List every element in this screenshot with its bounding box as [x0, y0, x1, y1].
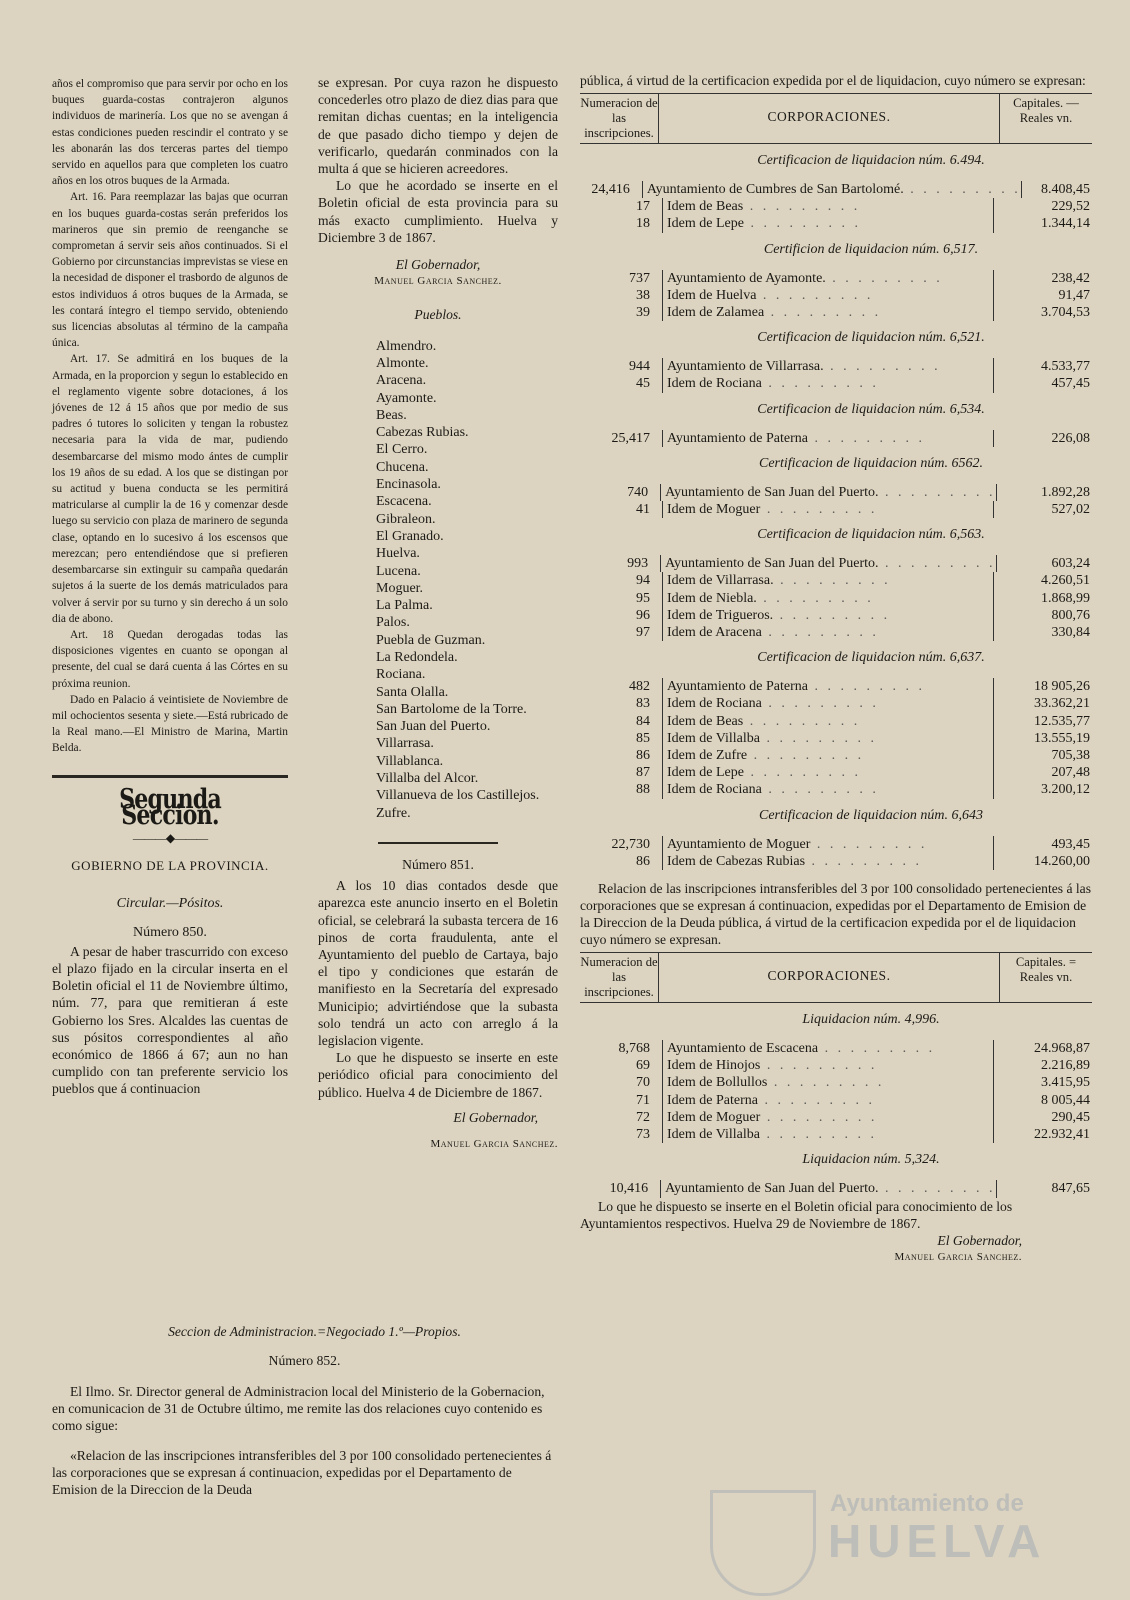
inscription-number: 97	[580, 624, 663, 641]
capital-value: 847,65	[996, 1180, 1092, 1197]
pueblo-item: Almendro.	[376, 338, 437, 354]
inscription-number: 740	[580, 484, 661, 501]
inscription-number: 96	[580, 607, 663, 624]
article-18: Art. 18 Quedan derogadas todas las disposiciones vigentes en cuanto se opongan al presente, del cual se dará cuenta á las Córtes en su próxima reunion.	[52, 628, 288, 690]
header-cap: Capitales. = Reales vn.	[999, 953, 1092, 1002]
header-num: Numeracion de las inscripciones.	[580, 953, 659, 1002]
inscription-number: 944	[580, 358, 663, 375]
inscription-number: 86	[580, 747, 663, 764]
corporation-name: Idem de Bollullos . . . . . . . . .	[667, 1075, 885, 1091]
table-row	[580, 287, 1092, 304]
corporation-name: Idem de Lepe . . . . . . . . .	[667, 216, 861, 232]
pueblo-item: La Palma.	[376, 598, 433, 614]
corporation-name: Idem de Beas . . . . . . . . .	[667, 199, 861, 215]
header-cap: Capitales. — Reales vn.	[999, 94, 1092, 143]
pueblo-item: El Granado.	[376, 528, 444, 544]
governor-name: Manuel Garcia Sanchez.	[374, 275, 502, 288]
numero-852-block	[52, 1323, 557, 1512]
pueblo-item: Moguer.	[376, 580, 424, 596]
inscription-number: 87	[580, 764, 663, 781]
inscriptions-table-1	[580, 144, 1092, 870]
pueblos-title: Pueblos.	[414, 307, 462, 323]
inscription-number: 85	[580, 730, 663, 747]
pueblo-item: Palos.	[376, 615, 410, 631]
corporation-name: Idem de Rociana . . . . . . . . .	[667, 696, 879, 712]
capital-value: 229,52	[993, 198, 1092, 215]
table-row	[580, 747, 1092, 764]
corporation-name: Ayuntamiento de San Juan del Puerto. . . . . . . . . .	[665, 1181, 996, 1197]
inscription-number: 22,730	[580, 836, 663, 853]
capital-value: 14.260,00	[993, 853, 1092, 870]
certificacion-heading: Certificacion de liquidacion núm. 6.494.	[757, 153, 985, 168]
table-row	[580, 836, 1092, 853]
divider	[378, 842, 498, 844]
corporation-name: Idem de Moguer . . . . . . . . .	[667, 502, 878, 518]
corporation-name: Idem de Cabezas Rubias . . . . . . . . .	[667, 853, 923, 869]
paragraph: El Ilmo. Sr. Director general de Administracion local del Ministerio de la Gobernacion, en comunicacion de 31 de Octubre último, me remite las dos relaciones cuyo contenido es como sigue:	[52, 1383, 545, 1433]
governor-name: Manuel Garcia Sanchez.	[430, 1138, 558, 1150]
corporation-name: Ayuntamiento de San Juan del Puerto. . . . . . . . . .	[665, 556, 996, 572]
capital-value: 238,42	[993, 270, 1092, 287]
corporation-name: Ayuntamiento de Ayamonte. . . . . . . . . .	[667, 270, 943, 286]
paragraph: se expresan. Por cuya razon he dispuesto concederles otro plazo de diez dias para que remitan dichas cuentas; en la inteligencia de que pasado dicho tiempo y dejen de verificarlo, quedarán conminados con la multa á que se hicieren acreedores.	[318, 75, 558, 177]
capital-value: 800,76	[993, 607, 1092, 624]
inscription-number: 8,768	[580, 1040, 663, 1057]
pueblo-item: Cabezas Rubias.	[376, 425, 469, 441]
corporation-name: Ayuntamiento de San Juan del Puerto. . . . . . . . . .	[665, 484, 996, 500]
corporation-name: Idem de Rociana . . . . . . . . .	[667, 376, 879, 392]
corporation-name: Idem de Hinojos . . . . . . . . .	[667, 1058, 878, 1074]
certificacion-heading: Certificacion de liquidacion núm. 6,637.	[757, 650, 985, 666]
pueblo-item: Santa Olalla.	[376, 684, 449, 700]
ornament: ———◆———	[132, 830, 208, 845]
numero-851: Número 851.	[402, 856, 474, 872]
divider	[52, 775, 288, 778]
pueblo-item: Villanueva de los Castillejos.	[376, 788, 540, 804]
inscription-number: 482	[580, 678, 663, 695]
capital-value: 24.968,87	[993, 1040, 1092, 1057]
governor-title: El Gobernador,	[937, 1232, 1022, 1248]
article-17: Art. 17. Se admitirá en los buques de la Armada, en la proporcion y segun lo establecido en el reglamento vigente sobre dotaciones, á los jóvenes de 12 á 15 años que por medio de sus padres ó tutores lo soliciten y tengan la robustez necesaria para la vida de mar, pudiendo desembarcarse del mismo modo ántes de cumplir los 19 años de su edad. A los que se distingan por su actitud y buena conducta se les permitirá matricularse al cumplir la de 16 y comenzar desde luego su servicio con plaza de marinero de segunda clase, optando en lo sucesivo á los escensos que merezcan; pero entendiéndose que si prefieren desembarcarse sin extinguir su campaña quedarán sujetos á la suerte de los demás matriculados para volver á servir por su turno y sin derecho á un solo dia de abono.	[52, 353, 288, 625]
inscription-number: 38	[580, 287, 663, 304]
capital-value: 33.362,21	[993, 695, 1092, 712]
capital-value: 3.415,95	[993, 1074, 1092, 1091]
capital-value: 207,48	[993, 764, 1092, 781]
pueblo-item: Escacena.	[376, 494, 432, 510]
capital-value: 22.932,41	[993, 1126, 1092, 1143]
table-row	[580, 572, 1092, 589]
column-3	[580, 72, 1092, 1266]
capital-value: 226,08	[993, 430, 1092, 447]
table-row	[580, 607, 1092, 624]
header-corp: CORPORACIONES.	[767, 968, 891, 984]
pueblo-item: El Cerro.	[376, 442, 428, 458]
inscription-number: 84	[580, 713, 663, 730]
inscription-number: 88	[580, 781, 663, 798]
table-row	[580, 1074, 1092, 1091]
corporation-name: Ayuntamiento de Villarrasa. . . . . . . . . .	[667, 359, 941, 375]
table-row	[580, 484, 1092, 501]
pueblo-item: Encinasola.	[376, 477, 441, 493]
corporation-name: Idem de Beas . . . . . . . . .	[667, 713, 861, 729]
pueblo-item: Chucena.	[376, 459, 429, 475]
pueblo-item: Ayamonte.	[376, 390, 437, 406]
capital-value: 91,47	[993, 287, 1092, 304]
watermark-line2: HUELVA	[828, 1515, 1047, 1567]
capital-value: 3.704,53	[993, 304, 1092, 321]
table-row	[580, 1040, 1092, 1057]
inscription-number: 95	[580, 590, 663, 607]
corporation-name: Idem de Aracena . . . . . . . . .	[667, 625, 879, 641]
pueblo-item: San Bartolome de la Torre.	[376, 701, 527, 717]
table-row	[580, 695, 1092, 712]
pueblo-item: Rociana.	[376, 667, 426, 683]
certificacion-heading: Certificacion de liquidacion núm. 6,643	[759, 807, 983, 823]
header-num: Numeracion de las inscripciones.	[580, 94, 659, 143]
paragraph: pública, á virtud de la certificacion expedida por el de liquidacion, cuyo número se expresan:	[580, 73, 1086, 88]
table-row	[580, 764, 1092, 781]
inscription-number: 993	[580, 555, 661, 572]
corporation-name: Idem de Villarrasa. . . . . . . . . .	[667, 573, 891, 589]
capital-value: 4.533,77	[993, 358, 1092, 375]
capital-value: 2.216,89	[993, 1057, 1092, 1074]
table-row	[580, 590, 1092, 607]
paragraph: A los 10 dias contados desde que aparezca este anuncio inserto en el Boletin oficial, se celebrará la subasta tercera de 16 pinos de corta fraudulenta, ante el Ayuntamiento del pueblo de Cartaya, bajo el tipo y condiciones que estarán de manifiesto en la Secretaría del expresado Municipio; advirtiéndose que la subasta solo tendrá un acto con arreglo á la legislacion vigente.	[318, 878, 558, 1048]
capital-value: 8 005,44	[993, 1092, 1092, 1109]
inscription-number: 737	[580, 270, 663, 287]
inscription-number: 10,416	[580, 1180, 661, 1197]
paragraph: años el compromiso que para servir por ocho en los buques guarda-costas contrajeron algunos individuos de marinería. Los que no se avengan á estas condiciones pueden rescindir el contrato y se les abonarán las dos terceras partes del tiempo servido en aquellos para que completen los cuatro años en los otros buques de la Armada.	[52, 78, 288, 188]
capital-value: 1.344,14	[993, 215, 1092, 232]
inscription-number: 73	[580, 1126, 663, 1143]
pueblo-item: Gibraleon.	[376, 511, 436, 527]
column-2	[318, 74, 558, 1153]
inscription-number: 24,416	[580, 181, 643, 198]
corporation-name: Idem de Moguer . . . . . . . . .	[667, 1109, 878, 1125]
pueblo-item: Lucena.	[376, 563, 421, 579]
watermark-line1: Ayuntamiento de	[830, 1490, 1024, 1517]
inscription-number: 69	[580, 1057, 663, 1074]
capital-value: 290,45	[993, 1109, 1092, 1126]
table-header	[580, 93, 1092, 144]
governor-title: El Gobernador,	[453, 1109, 538, 1125]
inscription-number: 41	[580, 501, 663, 518]
pueblo-item: Puebla de Guzman.	[376, 632, 486, 648]
corporation-name: Idem de Huelva . . . . . . . . .	[667, 287, 874, 303]
table-row	[580, 781, 1092, 798]
capital-value: 493,45	[993, 836, 1092, 853]
inscription-number: 71	[580, 1092, 663, 1109]
pueblo-item: Villalba del Alcor.	[376, 771, 479, 787]
certificacion-heading: Certificion de liquidacion núm. 6,517.	[763, 241, 979, 257]
table-row	[580, 304, 1092, 321]
table-row	[580, 1057, 1092, 1074]
capital-value: 603,24	[996, 555, 1092, 572]
pueblo-item: Zufre.	[376, 805, 411, 821]
inscription-number: 83	[580, 695, 663, 712]
corporation-name: Idem de Zalamea . . . . . . . . .	[667, 305, 882, 321]
table-row	[580, 1092, 1092, 1109]
article-16: Art. 16. Para reemplazar las bajas que ocurran en los buques guarda-costas serán preferidos los marineros que sin premio de reenganche se comprometan á servir seis años continuados. Si el Gobierno por circunstancias imprevistas se viese en la necesidad de disponer el trasbordo de algunos de estos individuos á otros buques de la Armada, se les contará íntegro el tiempo servido, obteniendo sus licencias absolutas al término de la campaña única.	[52, 191, 288, 350]
capital-value: 457,45	[993, 375, 1092, 392]
table-row	[580, 555, 1092, 572]
corporation-name: Idem de Lepe . . . . . . . . .	[667, 765, 861, 781]
capital-value: 527,02	[993, 501, 1092, 518]
pueblo-item: Almonte.	[376, 355, 429, 371]
certificacion-heading: Liquidacion núm. 4,996.	[802, 1012, 940, 1028]
paragraph: Lo que he acordado se inserte en el Boletin oficial de esta provincia para su más exacto cumplimiento. Huelva y Diciembre 3 de 1867.	[318, 178, 558, 245]
corporation-name: Ayuntamiento de Moguer . . . . . . . . .	[667, 836, 928, 852]
table-row	[580, 730, 1092, 747]
capital-value: 12.535,77	[993, 713, 1092, 730]
pueblo-item: Villarrasa.	[376, 736, 434, 752]
corporation-name: Idem de Trigueros. . . . . . . . . .	[667, 607, 891, 623]
table-row	[580, 678, 1092, 695]
table-row	[580, 1126, 1092, 1143]
table-row	[580, 358, 1092, 375]
pueblo-item: Villablanca.	[376, 753, 444, 769]
pueblo-item: Aracena.	[376, 373, 427, 389]
capital-value: 330,84	[993, 624, 1092, 641]
table-row	[580, 198, 1092, 215]
governor-name: Manuel Garcia Sanchez.	[894, 1250, 1022, 1263]
shield-icon	[710, 1490, 816, 1596]
pueblo-item: La Redondela.	[376, 649, 458, 665]
relacion-paragraph: Relacion de las inscripciones intransferibles del 3 por 100 consolidado pertenecientes á las corporaciones que se expresan á continuacion, expedidas por el Departamento de Emision de la Direccion de la Deuda pública, á virtud de la certificacion expedida por el de liquidacion cuyo número se expresan.	[580, 881, 1091, 948]
inscriptions-table-2	[580, 1003, 1092, 1197]
capital-value: 8.408,45	[1021, 181, 1092, 198]
certificacion-heading: Certificacion de liquidacion núm. 6,534.	[757, 401, 985, 417]
pueblo-item: Beas.	[376, 407, 407, 423]
inscription-number: 18	[580, 215, 663, 232]
pueblo-item: Huelva.	[376, 546, 420, 562]
capital-value: 1.868,99	[993, 590, 1092, 607]
table-row	[580, 215, 1092, 232]
table-row	[580, 853, 1092, 870]
paragraph: A pesar de haber trascurrido con exceso el plazo fijado en la circular inserta en el Boletin oficial el 11 de Noviembre último, núm. 77, para que remitieran á este Gobierno los Sres. Alcaldes las cuentas de sus pósitos correspondientes al año económico de 1866 á 67; aun no han cumplido con tan preferente servicio los pueblos que á continuacion	[52, 943, 288, 1097]
inscription-number: 86	[580, 853, 663, 870]
table-header	[580, 952, 1092, 1003]
table-row	[580, 1109, 1092, 1126]
table-row	[580, 624, 1092, 641]
gobierno-heading: GOBIERNO DE LA PROVINCIA.	[71, 858, 269, 874]
inscription-number: 45	[580, 375, 663, 392]
corporation-name: Idem de Villalba . . . . . . . . .	[667, 730, 877, 746]
certificacion-heading: Certificacion de liquidacion núm. 6562.	[759, 455, 983, 471]
corporation-name: Idem de Niebla. . . . . . . . . .	[667, 590, 874, 606]
circular-heading: Circular.—Pósitos.	[116, 896, 224, 912]
numero-850: Número 850.	[133, 924, 207, 940]
inscription-number: 94	[580, 572, 663, 589]
table-row	[580, 1180, 1092, 1197]
header-corp: CORPORACIONES.	[767, 109, 891, 124]
inscription-number: 25,417	[580, 430, 663, 447]
certificacion-heading: Certificacion de liquidacion núm. 6,563.	[757, 527, 985, 543]
inscription-number: 39	[580, 304, 663, 321]
pueblos-list	[318, 338, 558, 822]
watermark	[710, 1490, 1130, 1568]
section-title: Segunda Seccion.	[119, 783, 221, 831]
inscription-number: 17	[580, 198, 663, 215]
corporation-name: Idem de Zufre . . . . . . . . .	[667, 748, 865, 764]
table-row	[580, 181, 1092, 198]
capital-value: 13.555,19	[993, 730, 1092, 747]
certificacion-heading: Certificacion de liquidacion núm. 6,521.	[757, 330, 985, 346]
corporation-name: Ayuntamiento de Paterna . . . . . . . . .	[667, 679, 926, 695]
corporation-name: Idem de Rociana . . . . . . . . .	[667, 782, 879, 798]
table-row	[580, 430, 1092, 447]
paragraph: «Relacion de las inscripciones intransferibles del 3 por 100 consolidado pertenecientes á las corporaciones que se expresan á continuacion, expedidas por el Departamento de Emision de la Direccion de la Deuda	[52, 1448, 552, 1498]
table-row	[580, 713, 1092, 730]
paragraph: Lo que he dispuesto se inserte en este periódico oficial para conocimiento del público. Huelva 4 de Diciembre de 1867.	[318, 1050, 558, 1100]
capital-value: 1.892,28	[996, 484, 1092, 501]
capital-value: 705,38	[993, 747, 1092, 764]
column-1	[52, 76, 288, 1098]
corporation-name: Idem de Villalba . . . . . . . . .	[667, 1127, 877, 1143]
certificacion-heading: Liquidacion núm. 5,324.	[802, 1152, 940, 1168]
corporation-name: Ayuntamiento de Paterna . . . . . . . . .	[667, 430, 926, 446]
inscription-number: 70	[580, 1074, 663, 1091]
table-row	[580, 501, 1092, 518]
pueblo-item: San Juan del Puerto.	[376, 719, 491, 735]
signature-paragraph: Dado en Palacio á veintisiete de Noviembre de mil ochocientos sesenta y siete.—Está rubricado de la Real mano.—El Ministro de Marina, Martin Belda.	[52, 693, 288, 755]
numero-852: Número 852.	[268, 1353, 341, 1368]
closing-paragraph: Lo que he dispuesto se inserte en el Boletin oficial para conocimiento de los Ayuntamientos respectivos. Huelva 29 de Noviembre de 1867.	[580, 1198, 1013, 1231]
corporation-name: Ayuntamiento de Escacena . . . . . . . . .	[667, 1041, 936, 1057]
inscription-number: 72	[580, 1109, 663, 1126]
section-heading: Seccion de Administracion.=Negociado 1.º—Propios.	[168, 1324, 461, 1339]
governor-title: El Gobernador,	[395, 257, 481, 273]
capital-value: 4.260,51	[993, 572, 1092, 589]
corporation-name: Ayuntamiento de Cumbres de San Bartolomé. . . . . . . . . .	[646, 182, 1021, 197]
table-row	[580, 375, 1092, 392]
corporation-name: Idem de Paterna . . . . . . . . .	[667, 1092, 875, 1108]
table-row	[580, 270, 1092, 287]
capital-value: 3.200,12	[993, 781, 1092, 798]
capital-value: 18 905,26	[993, 678, 1092, 695]
